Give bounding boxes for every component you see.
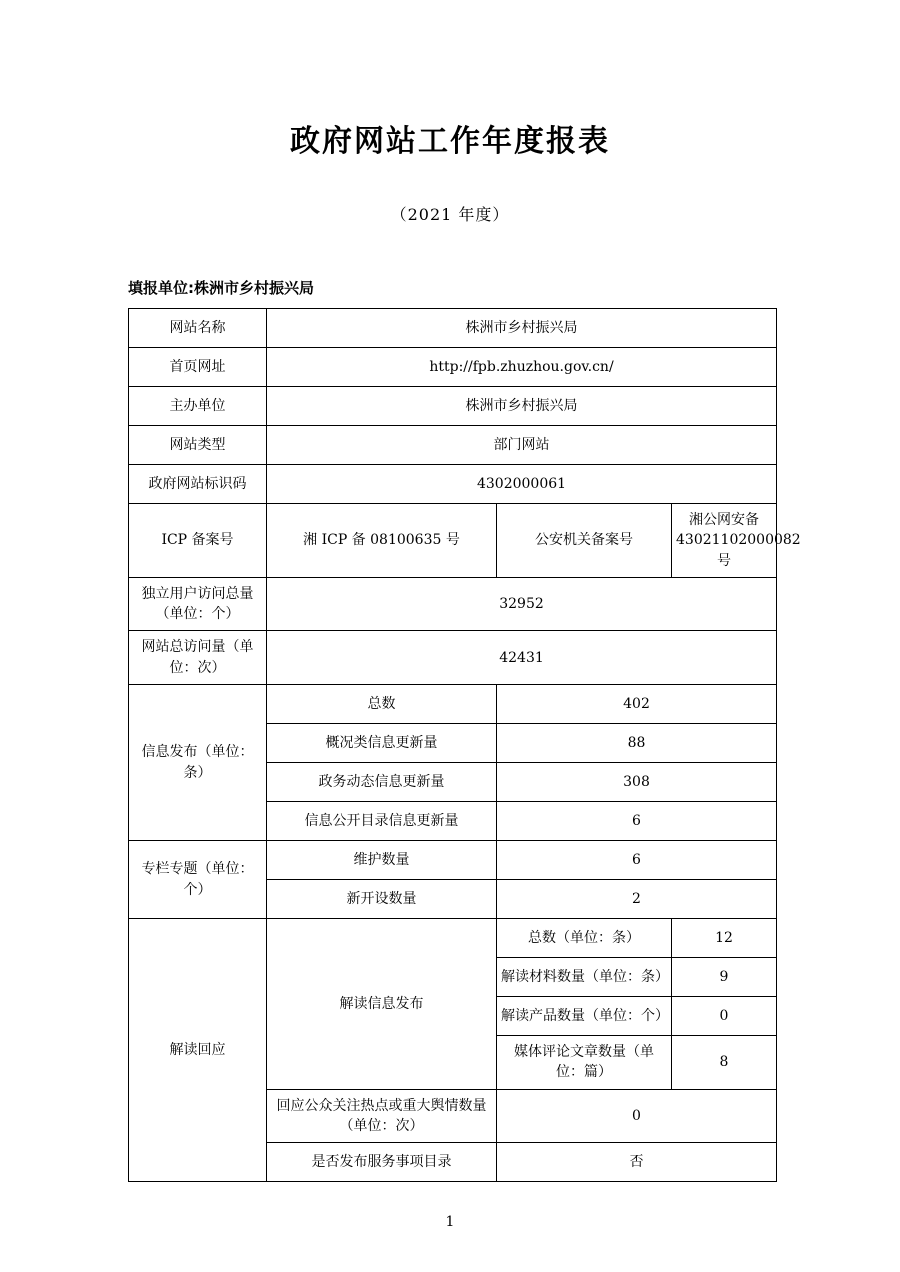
interpret-row-value: 12 (672, 919, 777, 958)
info-row-name: 政务动态信息更新量 (267, 763, 497, 802)
icp-label: ICP 备案号 (129, 504, 267, 578)
icp-value: 湘 ICP 备 08100635 号 (267, 504, 497, 578)
interpret-response-label: 解读回应 (129, 919, 267, 1182)
service-catalog-label: 是否发布服务事项目录 (267, 1143, 497, 1182)
gov-code-label: 政府网站标识码 (129, 465, 267, 504)
column-topic-label: 专栏专题（单位：个） (129, 841, 267, 919)
annual-report-table (128, 308, 801, 1182)
table-row (129, 919, 777, 958)
interpret-row-name: 解读产品数量（单位：个） (497, 997, 672, 1036)
table-row (129, 504, 777, 578)
table-row (129, 631, 777, 685)
column-row-value: 6 (497, 841, 777, 880)
column-row-name: 新开设数量 (267, 880, 497, 919)
police-record-label: 公安机关备案号 (497, 504, 672, 578)
site-name-value: 株洲市乡村振兴局 (267, 309, 777, 348)
info-row-name: 信息公开目录信息更新量 (267, 802, 497, 841)
interpret-row-value: 9 (672, 958, 777, 997)
table-row (129, 387, 777, 426)
table-row (129, 577, 777, 631)
table-row (129, 348, 777, 387)
sponsor-value: 株洲市乡村振兴局 (267, 387, 777, 426)
unique-visitors-value: 32952 (267, 577, 777, 631)
table-row (129, 685, 777, 724)
hotspot-response-label: 回应公众关注热点或重大舆情数量（单位：次） (267, 1089, 497, 1143)
sponsor-label: 主办单位 (129, 387, 267, 426)
info-row-value: 88 (497, 724, 777, 763)
site-type-value: 部门网站 (267, 426, 777, 465)
homepage-label: 首页网址 (129, 348, 267, 387)
interpret-row-name: 总数（单位：条） (497, 919, 672, 958)
interpret-row-name: 解读材料数量（单位：条） (497, 958, 672, 997)
page-subtitle: （2021 年度） (390, 205, 510, 224)
homepage-value: http://fpb.zhuzhou.gov.cn/ (267, 348, 777, 387)
interpret-publish-label: 解读信息发布 (267, 919, 497, 1090)
service-catalog-value: 否 (497, 1143, 777, 1182)
gov-code-value: 4302000061 (267, 465, 777, 504)
total-visits-value: 42431 (267, 631, 777, 685)
info-row-name: 概况类信息更新量 (267, 724, 497, 763)
info-row-value: 308 (497, 763, 777, 802)
column-row-name: 维护数量 (267, 841, 497, 880)
report-unit-line: 填报单位:株洲市乡村振兴局 (128, 279, 314, 297)
site-name-label: 网站名称 (129, 309, 267, 348)
page-title: 政府网站工作年度报表 (290, 124, 610, 159)
interpret-row-name: 媒体评论文章数量（单位：篇） (497, 1036, 672, 1090)
interpret-row-value: 0 (672, 997, 777, 1036)
column-row-value: 2 (497, 880, 777, 919)
page-number: 1 (445, 1214, 455, 1230)
interpret-row-value: 8 (672, 1036, 777, 1090)
hotspot-response-value: 0 (497, 1089, 777, 1143)
unique-visitors-label: 独立用户访问总量（单位：个） (129, 577, 267, 631)
table-row (129, 841, 777, 880)
table-row (129, 309, 777, 348)
table-row (129, 426, 777, 465)
info-row-value: 6 (497, 802, 777, 841)
info-row-name: 总数 (267, 685, 497, 724)
info-row-value: 402 (497, 685, 777, 724)
info-publish-label: 信息发布（单位：条） (129, 685, 267, 841)
police-record-value: 湘公网安备 43021102000082 号 (672, 504, 777, 578)
table-row (129, 465, 777, 504)
site-type-label: 网站类型 (129, 426, 267, 465)
total-visits-label: 网站总访问量（单位：次） (129, 631, 267, 685)
